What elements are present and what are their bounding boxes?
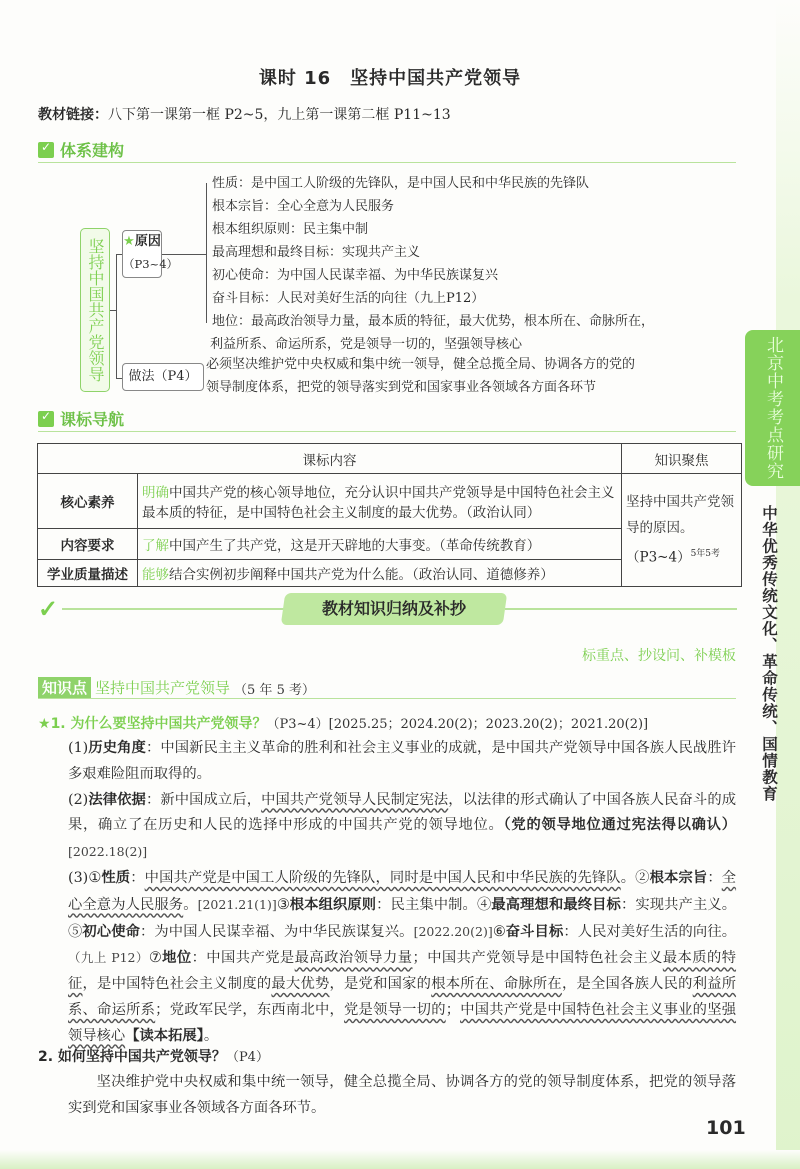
standard-table: [37, 443, 742, 587]
bold-term: 地位: [162, 950, 192, 967]
text: ⑥: [492, 923, 506, 940]
row-label: 内容要求: [38, 529, 138, 560]
page-number: 101: [706, 1117, 746, 1139]
bold-term: （党的领导地位通过宪法得以确认）: [503, 817, 736, 834]
answer-paragraph: [68, 788, 736, 866]
kp-title: 坚持中国共产党领导: [95, 679, 231, 697]
reason-item: 最高理想和最终目标：实现共产主义: [212, 245, 421, 260]
bold-term: 【读本拓展】: [125, 1027, 204, 1044]
text: ③: [276, 896, 290, 913]
question-title: 2. 如何坚持中国共产党领导？: [38, 1049, 226, 1065]
bottom-band: [0, 1150, 800, 1169]
text: ，是党和国家的: [329, 976, 432, 993]
section-title: 体系建构: [60, 141, 125, 160]
reason-box: [122, 230, 179, 278]
row-label: 核心素养: [38, 474, 138, 529]
reason-item: 地位：最高政治领导力量，最本质的特征，最大优势，根本所在、命脉所在，: [212, 314, 655, 329]
method-text: [206, 353, 635, 399]
row-text: 结合实例初步阐释中国共产党为什么能。（政治认同、道德修养）: [169, 567, 554, 583]
banner-text: 教材知识归纳及补抄: [321, 599, 466, 618]
checklist-icon: [38, 411, 54, 427]
key-phrase: 全心全意为人民服务: [68, 869, 737, 913]
method-line: 必须坚决维护党中央权威和集中统一领导，健全总揽全局、协调各方的党的: [206, 357, 636, 372]
key-phrase: 最高政治领导力量: [294, 950, 413, 967]
text: ：: [130, 869, 145, 886]
text: ：实现共产主义。⑤: [68, 896, 737, 940]
table-row: [38, 474, 742, 529]
key-phrase: 中国共产党领导人民制定宪法: [261, 791, 449, 808]
star-icon: ★: [38, 716, 51, 732]
bold-term: 历史角度: [88, 740, 146, 756]
key-phrase: 最本质的特征: [68, 950, 737, 993]
key-phrase: 最大优势: [271, 976, 330, 993]
question-ref: （P3~4）[2025.25；2024.20(2)；2023.20(2)；2021.20(2)]: [266, 717, 649, 732]
reason-label: 原因: [134, 234, 161, 249]
key-phrase: 党是领导一切的: [344, 1001, 446, 1018]
row-text: 中国共产党的核心领导地位，充分认识中国共产党领导是中国特色社会主义最本质的特征，是中国特色社会主义制度的最大优势。（政治认同）: [142, 485, 615, 521]
key-phrase: 中国共产党是中国特色社会主义事业的坚强领导核心: [68, 1001, 737, 1044]
focus-text: 坚持中国共产党领导的原因。（P3~4）: [626, 494, 734, 566]
bold-term: 根本组织原则: [289, 896, 377, 913]
reason-item: 根本组织原则：民主集中制: [212, 222, 369, 237]
bold-term: 最高理想和最终目标: [491, 896, 621, 913]
text: (2): [68, 791, 89, 808]
bold-term: 性质: [101, 869, 131, 886]
text: ：人民对美好生活的向往。: [563, 923, 737, 940]
divider: [505, 608, 737, 610]
answer-paragraph: [68, 866, 736, 1050]
question-title: 1. 为什么要坚持中国共产党领导？: [50, 716, 267, 732]
connector: [162, 254, 206, 255]
key-phrase: 利益所系、命运所系: [68, 976, 737, 1018]
row-text: 中国产生了共产党，这是开天辟地的大事变。（革命传统教育）: [169, 538, 541, 554]
connector: [116, 254, 117, 378]
reason-item: 奋斗目标：人民对美好生活的向往（九上P12）: [212, 291, 485, 306]
tree-root: 坚持中国共产党领导: [80, 228, 110, 392]
text: ：中国共产党是: [191, 950, 295, 967]
answer-2: 坚决维护党中央权威和集中统一领导，健全总揽全局、协调各方的党的领导制度体系，把党的领导落实到党和国家事业各领域各方面各环节。: [68, 1074, 736, 1116]
key-phrase: 根本所在、命脉所在: [431, 976, 562, 993]
exam-ref: [2021.21(1)]: [197, 896, 277, 912]
table-header: 课标内容: [38, 444, 622, 474]
divider: [62, 608, 284, 610]
checklist-icon: [38, 142, 54, 158]
textbook-link: [38, 104, 451, 124]
kp-count: （5 年 5 考）: [234, 683, 315, 698]
bold-term: 初心使命: [82, 923, 140, 940]
reason-item: 利益所系、命运所系，党是领导一切的，坚强领导核心: [210, 337, 523, 352]
question-2: [38, 1046, 269, 1066]
section-structure: [38, 137, 736, 163]
row-verb: 明确: [142, 485, 169, 501]
page-title: 课时 16 坚持中国共产党领导: [258, 68, 522, 89]
method-box: 做法（P4）: [122, 363, 204, 391]
text: (3)①: [68, 869, 102, 886]
exam-ref: （九上 P12）: [68, 950, 149, 966]
bold-term: 法律依据: [88, 791, 146, 808]
focus-cell: [622, 474, 742, 587]
bold-term: 奋斗目标: [505, 923, 564, 940]
section-banner: [281, 593, 507, 625]
check-icon: ✓: [38, 594, 59, 623]
row-verb: 能够: [142, 567, 169, 583]
text: 。: [203, 1027, 219, 1044]
row-label: 学业质量描述: [38, 560, 138, 587]
side-tab: 北京中考考点研究: [745, 330, 800, 486]
side-topic: 中华优秀传统文化、革命传统、国情教育: [760, 505, 778, 802]
text: ：为中国人民谋幸福、为中华民族谋复兴。: [140, 923, 414, 940]
question-1: [38, 713, 648, 733]
text: ；中国共产党领导是中国特色社会主义: [412, 950, 663, 967]
bold-term: 根本宗旨: [649, 869, 708, 886]
reason-item: 性质：是中国工人阶级的先锋队，是中国人民和中华民族的先锋队: [212, 176, 590, 191]
text: ，是中国特色社会主义制度的: [82, 976, 272, 993]
star-icon: ★: [123, 234, 135, 249]
answer-1: [68, 736, 736, 1050]
tips: 标重点、抄设问、补模板: [582, 648, 736, 664]
exam-ref: [2022.18(2)]: [68, 844, 148, 860]
exam-ref: [2022.20(2)]: [413, 923, 493, 939]
text: 。: [183, 896, 198, 913]
focus-badge: 5年5考: [690, 549, 721, 560]
question-ref: （P4）: [225, 1050, 269, 1065]
text: 。②: [620, 869, 650, 886]
text: ：: [707, 869, 722, 886]
reason-ref: （P3~4）: [123, 257, 179, 271]
section-standard: [38, 406, 736, 432]
key-phrase: 中国共产党是中国工人阶级的先锋队，同时是中国人民和中华民族的先锋队: [144, 869, 621, 886]
knowledge-point: [38, 677, 736, 699]
text: ；: [445, 1001, 461, 1018]
answer-paragraph: [68, 736, 736, 788]
reason-item: 初心使命：为中国人民谋幸福、为中华民族谋复兴: [212, 268, 499, 283]
reason-item: 根本宗旨：全心全意为人民服务: [212, 199, 395, 214]
section-title: 课标导航: [60, 410, 125, 429]
text: ；党政军民学，东西南北中，: [155, 1001, 345, 1018]
table-header: 知识聚焦: [622, 444, 742, 474]
text: ，以法律的形式确认了中国各族人民奋斗的成果，确立了在历史和人民的选择中形成的中国共产党的领导地位。: [68, 791, 737, 834]
text: ：新中国成立后，: [145, 791, 262, 808]
textbook-link-label: 教材链接：: [38, 107, 108, 123]
text: ：民主集中制。④: [376, 896, 492, 913]
text: ，是全国各族人民的: [561, 976, 693, 993]
textbook-link-text: 八下第一课第一框 P2~5，九上第一课第二框 P11~13: [108, 107, 451, 123]
method-line: 领导制度体系，把党的领导落实到党和国家事业各领域各方面各环节: [206, 380, 597, 395]
row-verb: 了解: [142, 538, 169, 554]
text: (1): [68, 740, 89, 756]
text: ⑦: [148, 950, 163, 967]
text: ：中国新民主主义革命的胜利和社会主义事业的成就，是中国共产党领导中国各族人民战胜许多艰难险阻而取得的。: [68, 740, 737, 782]
kp-tag: 知识点: [38, 677, 91, 698]
